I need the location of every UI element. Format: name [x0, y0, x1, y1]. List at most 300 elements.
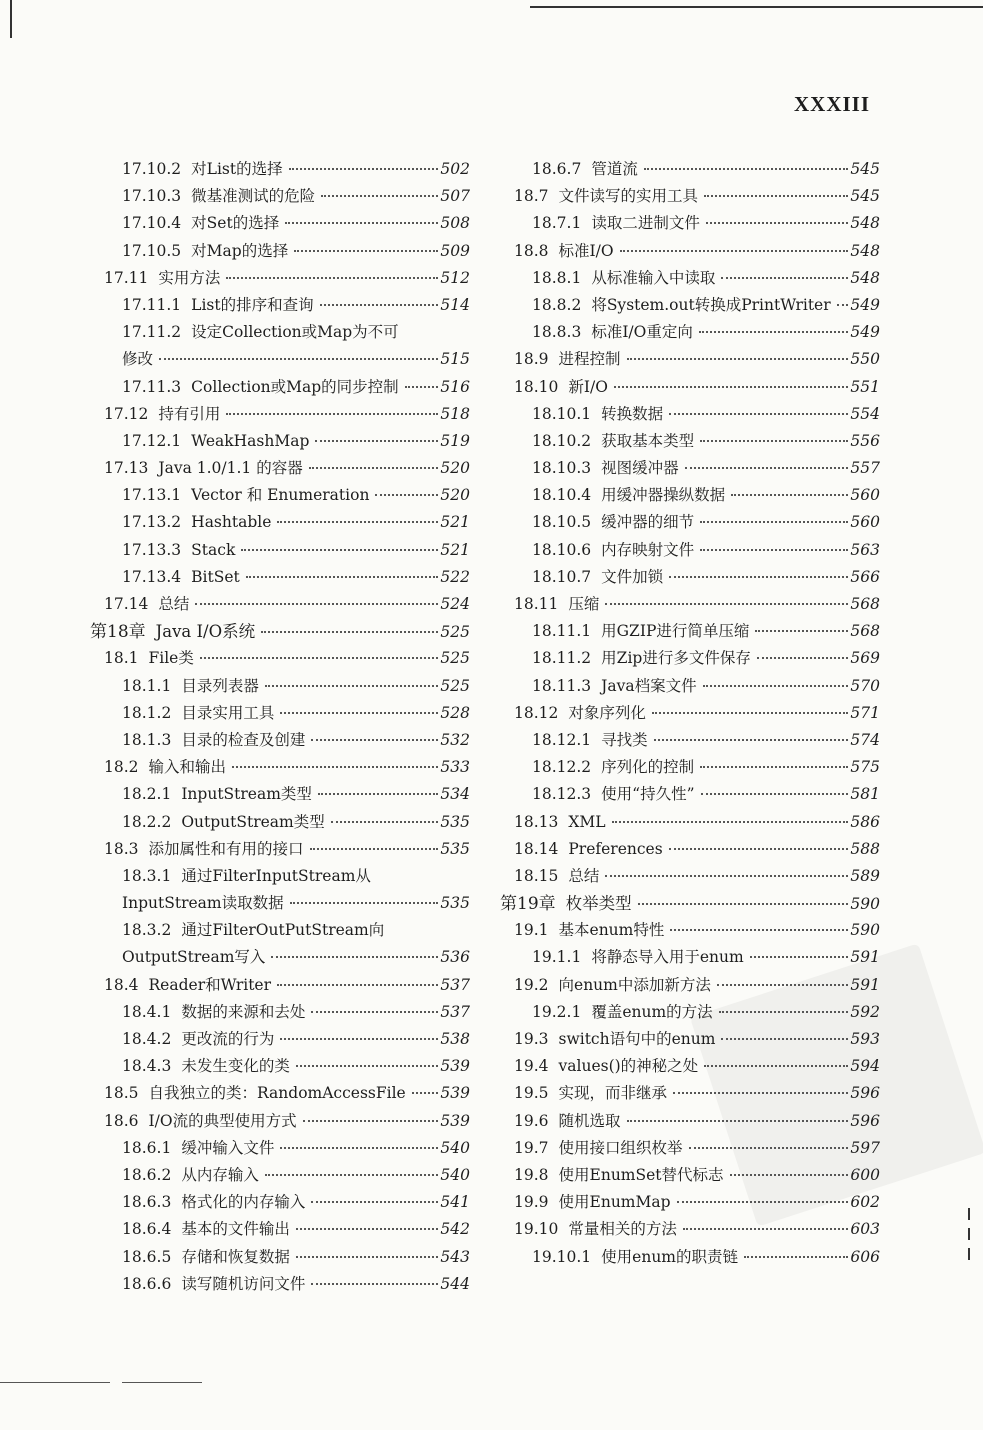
toc-entry-number: 第19章 — [500, 894, 556, 915]
toc-entry-number: 17.10.2 — [122, 160, 182, 178]
toc-entry — [90, 319, 470, 346]
toc-entry-page: 540 — [440, 1138, 470, 1157]
dot-leader — [757, 657, 849, 659]
toc-entry-title: 管道流 — [591, 160, 638, 178]
toc-entry-title: 向enum中添加新方法 — [558, 975, 711, 994]
toc-entry-title: 实现，而非继承 — [558, 1084, 668, 1103]
toc-entry — [90, 1216, 470, 1243]
toc-entry — [500, 292, 880, 319]
toc-entry-title: File类 — [148, 649, 194, 668]
toc-entry-page: 596 — [850, 1084, 880, 1103]
dot-leader — [677, 1201, 849, 1203]
toc-entry — [90, 292, 470, 319]
dot-leader — [683, 1228, 849, 1230]
toc-entry — [500, 1108, 880, 1135]
toc-entry — [90, 183, 470, 210]
toc-entry-number: 18.8.1 — [532, 268, 582, 287]
dot-leader — [200, 657, 439, 659]
toc-entry-number: 18.6.5 — [122, 1247, 172, 1266]
toc-entry-page: 542 — [440, 1220, 470, 1239]
toc-entry-number: 第18章 — [90, 622, 146, 643]
toc-entry-title: 目录的检查及创建 — [181, 730, 306, 749]
toc-entry — [500, 754, 880, 781]
dot-leader — [730, 1174, 849, 1176]
toc-entry-page: 574 — [850, 730, 880, 749]
toc-entry-page: 602 — [850, 1193, 880, 1212]
toc-entry-page: 538 — [440, 1030, 470, 1048]
toc-entry — [500, 781, 880, 808]
toc-entry-page: 548 — [850, 214, 880, 233]
toc-entry-page: 581 — [850, 785, 880, 804]
toc-entry — [90, 1108, 470, 1135]
dot-leader — [700, 766, 848, 768]
dot-leader — [318, 793, 438, 795]
dot-leader — [311, 1201, 438, 1203]
dot-leader — [837, 304, 849, 306]
toc-entry-page: 535 — [440, 812, 470, 831]
toc-entry-number: 18.6 — [104, 1111, 139, 1130]
toc-entry-number: 18.6.7 — [532, 160, 582, 178]
toc-entry-title: OutputStream类型 — [181, 812, 325, 831]
toc-entry-page: 557 — [850, 459, 880, 478]
toc-entry-page: 540 — [440, 1165, 470, 1184]
toc-entry — [500, 455, 880, 482]
dot-leader — [719, 1011, 849, 1013]
toc-entry-title: Stack — [191, 540, 236, 559]
toc-entry-number: 19.10.1 — [532, 1247, 592, 1266]
toc-entry-title: 从标准输入中读取 — [591, 268, 716, 287]
toc-entry-title: 进程控制 — [558, 350, 621, 369]
dot-leader — [405, 386, 439, 388]
toc-entry-number: 17.11.1 — [122, 295, 182, 314]
toc-entry — [500, 265, 880, 292]
toc-entry-number: 17.10.5 — [122, 241, 182, 260]
toc-entry-number: 18.2.1 — [122, 785, 172, 804]
toc-entry-page: 525 — [440, 623, 470, 642]
dot-leader — [652, 712, 849, 714]
toc-entry-title: 总结 — [158, 595, 190, 613]
toc-entry — [500, 1053, 880, 1080]
toc-entry-number: 19.1 — [514, 921, 549, 940]
toc-right-column — [500, 156, 880, 1271]
dot-leader — [704, 1065, 848, 1067]
dot-leader — [703, 685, 849, 687]
toc-entry-page: 549 — [850, 295, 880, 314]
toc-entry — [500, 972, 880, 999]
toc-entry — [90, 645, 470, 672]
toc-entry-number: 17.12.1 — [122, 431, 182, 450]
toc-entry-page: 525 — [440, 649, 470, 668]
dot-leader — [311, 1283, 438, 1285]
toc-entry-number: 18.8.2 — [532, 295, 582, 314]
toc-entry-title: InputStream读取数据 — [122, 894, 284, 913]
toc-entry-title: 获取基本类型 — [601, 431, 695, 450]
toc-entry — [90, 754, 470, 781]
scan-edge-line — [10, 0, 12, 38]
toc-entry-title: 用Zip进行多文件保存 — [601, 649, 751, 668]
toc-entry-number: 18.12.1 — [532, 730, 592, 749]
toc-entry-title: 数据的来源和去处 — [181, 1002, 306, 1021]
toc-left-column — [90, 156, 470, 1298]
toc-entry-title: 添加属性和有用的接口 — [148, 839, 304, 858]
toc-entry-number: 18.10.7 — [532, 567, 592, 586]
dot-leader — [744, 1256, 848, 1258]
toc-entry-title: XML — [568, 812, 606, 831]
scan-edge-line — [0, 1382, 110, 1383]
dot-leader — [620, 250, 849, 252]
toc-entry — [90, 1135, 470, 1162]
dot-leader — [232, 766, 438, 768]
toc-entry-title: 对List的选择 — [191, 160, 283, 178]
toc-entry-number: 18.12.2 — [532, 758, 592, 777]
toc-entry-page: 588 — [850, 839, 880, 858]
dot-leader — [654, 739, 849, 741]
toc-entry-title: 文件读写的实用工具 — [558, 187, 699, 206]
dot-leader — [271, 956, 438, 958]
toc-entry-page: 560 — [850, 513, 880, 532]
dot-leader — [755, 630, 848, 632]
dot-leader — [670, 929, 848, 931]
toc-entry-title: Java I/O系统 — [155, 622, 256, 642]
toc-entry — [90, 156, 470, 183]
toc-entry-number: 18.6.3 — [122, 1193, 172, 1212]
toc-entry — [90, 346, 470, 373]
toc-entry-number: 18.4.3 — [122, 1057, 172, 1076]
toc-entry-page: 560 — [850, 486, 880, 505]
toc-entry — [90, 836, 470, 863]
toc-entry-number: 17.13.1 — [122, 486, 182, 505]
toc-entry-title: 微基准测试的危险 — [191, 187, 316, 206]
scan-edge-line — [122, 1382, 202, 1383]
toc-entry-title: 目录实用工具 — [181, 703, 275, 722]
toc-entry-title: 设定Collection或Map为不可 — [191, 323, 399, 342]
toc-entry — [90, 809, 470, 836]
toc-entry-title: 输入和输出 — [148, 758, 227, 777]
toc-entry-title: OutputStream写入 — [122, 948, 266, 967]
toc-entry-number: 17.10.3 — [122, 187, 182, 206]
dot-leader — [669, 413, 848, 415]
toc-entry-title: 基本enum特性 — [558, 921, 665, 940]
toc-entry-page: 509 — [440, 241, 470, 260]
toc-entry-page: 590 — [850, 921, 880, 940]
toc-entry-page: 532 — [440, 730, 470, 749]
toc-entry-number: 18.6.4 — [122, 1220, 172, 1239]
toc-entry-title: 内存映射文件 — [601, 540, 695, 559]
dot-leader — [704, 195, 848, 197]
toc-entry-number: 17.11.2 — [122, 323, 182, 342]
dot-leader — [311, 739, 438, 741]
dot-leader — [265, 685, 439, 687]
toc-entry-number: 18.7 — [514, 187, 549, 206]
toc-entry-title: 未发生变化的类 — [181, 1057, 290, 1076]
toc-entry-page: 591 — [850, 948, 880, 967]
dot-leader — [159, 358, 438, 360]
toc-entry — [90, 509, 470, 536]
toc-entry-number: 17.13.4 — [122, 567, 182, 586]
toc-entry-title: 从内存输入 — [181, 1165, 259, 1184]
toc-entry — [90, 1271, 470, 1298]
dot-leader — [296, 1256, 439, 1258]
toc-entry-number: 17.11.3 — [122, 377, 182, 396]
toc-entry-title: 使用EnumSet替代标志 — [558, 1165, 724, 1184]
toc-entry-number: 18.11.2 — [532, 649, 592, 668]
toc-entry-page: 507 — [440, 187, 470, 206]
toc-entry-page: 533 — [440, 758, 470, 777]
dot-leader — [277, 984, 438, 986]
toc-entry-page: 545 — [850, 187, 880, 206]
toc-entry-page: 571 — [850, 703, 880, 722]
toc-entry-page: 600 — [850, 1165, 880, 1184]
toc-entry — [90, 917, 470, 944]
dot-leader — [294, 250, 438, 252]
toc-entry-title: 目录列表器 — [181, 676, 259, 695]
toc-entry-title: 缓冲输入文件 — [181, 1138, 275, 1157]
toc-entry-page: 516 — [440, 377, 470, 396]
dot-leader — [315, 440, 438, 442]
toc-entry-page: 568 — [850, 622, 880, 641]
toc-entry-title: 存储和恢复数据 — [181, 1247, 290, 1266]
toc-entry-page: 502 — [440, 160, 470, 178]
toc-entry-number: 18.9 — [514, 350, 549, 369]
toc-entry-number: 18.4.2 — [122, 1030, 172, 1048]
toc-entry-number: 18.4.1 — [122, 1002, 172, 1021]
toc-entry — [90, 401, 470, 428]
toc-entry — [500, 836, 880, 863]
toc-entry-page: 522 — [440, 567, 470, 586]
dot-leader — [689, 1147, 849, 1149]
toc-entry-page: 590 — [850, 895, 880, 914]
toc-entry — [500, 319, 880, 346]
toc-entry-number: 18.12 — [514, 703, 559, 722]
toc-entry-title: Hashtable — [191, 513, 272, 532]
toc-entry-page: 586 — [850, 812, 880, 831]
toc-entry-title: switch语句中的enum — [558, 1030, 716, 1048]
toc-entry-title: 压缩 — [568, 595, 600, 613]
toc-entry — [500, 183, 880, 210]
dot-leader — [614, 386, 848, 388]
dot-leader — [296, 1228, 439, 1230]
toc-entry-page: 534 — [440, 785, 470, 804]
dot-leader — [605, 875, 848, 877]
scan-edge-line — [530, 6, 983, 8]
dot-leader — [700, 549, 848, 551]
toc-entry-page: 539 — [440, 1084, 470, 1103]
dot-leader — [280, 1038, 438, 1040]
toc-entry — [500, 863, 880, 890]
toc-entry-page: 551 — [850, 377, 880, 396]
toc-entry-title: Preferences — [568, 839, 663, 858]
toc-entry-title: 读取二进制文件 — [591, 214, 700, 233]
toc-entry-page: 536 — [440, 948, 470, 967]
toc-entry-page: 554 — [850, 404, 880, 423]
toc-entry-title: 序列化的控制 — [601, 758, 695, 777]
toc-entry-title: 对Map的选择 — [191, 241, 289, 260]
toc-entry-page: 594 — [850, 1057, 880, 1076]
toc-entry-number: 18.11.1 — [532, 622, 592, 641]
toc-entry-number: 19.1.1 — [532, 948, 582, 967]
toc-entry-title: 对象序列化 — [568, 703, 646, 722]
toc-entry-title: 随机选取 — [558, 1111, 621, 1130]
dot-leader — [290, 902, 439, 904]
toc-entry — [90, 428, 470, 455]
toc-entry-page: 569 — [850, 649, 880, 668]
toc-entry-number: 17.10.4 — [122, 214, 182, 233]
toc-entry-page: 570 — [850, 676, 880, 695]
toc-entry-title: 标准I/O — [558, 241, 614, 260]
toc-entry — [500, 346, 880, 373]
toc-entry-number: 19.9 — [514, 1193, 549, 1212]
dot-leader — [717, 984, 849, 986]
toc-entry-page: 541 — [440, 1193, 470, 1212]
toc-entry-page: 575 — [850, 758, 880, 777]
toc-entry-title: 寻找类 — [601, 730, 648, 749]
toc-entry — [90, 1026, 470, 1053]
toc-entry — [500, 401, 880, 428]
toc-entry-title: BitSet — [191, 567, 240, 586]
toc-entry-page: 521 — [440, 540, 470, 559]
toc-entry-number: 18.10.2 — [532, 431, 592, 450]
toc-entry — [90, 374, 470, 401]
toc-entry-number: 19.7 — [514, 1138, 549, 1157]
toc-entry-number: 19.2 — [514, 975, 549, 994]
scan-edge-marks — [968, 1208, 974, 1278]
toc-entry — [90, 944, 470, 971]
toc-entry — [90, 1244, 470, 1271]
toc-entry — [90, 863, 470, 890]
toc-entry-title: 自我独立的类：RandomAccessFile — [148, 1084, 406, 1103]
toc-entry-number: 19.4 — [514, 1057, 549, 1076]
toc-entry — [500, 1216, 880, 1243]
toc-entry — [500, 1162, 880, 1189]
toc-entry-number: 18.10.6 — [532, 540, 592, 559]
dot-leader — [280, 1147, 438, 1149]
toc-entry-page: 539 — [440, 1111, 470, 1130]
toc-entry-title: 将System.out转换成PrintWriter — [591, 295, 831, 314]
toc-entry-title: 新I/O — [568, 377, 608, 396]
toc-entry-title: 读写随机访问文件 — [181, 1274, 306, 1293]
toc-entry-title: 缓冲器的细节 — [601, 513, 695, 532]
toc-entry — [500, 591, 880, 618]
toc-entry-title: 通过FilterOutPutStream向 — [181, 921, 385, 940]
toc-entry-title: 文件加锁 — [601, 567, 664, 586]
toc-entry-number: 18.15 — [514, 866, 559, 885]
toc-entry-number: 17.11 — [104, 268, 149, 287]
toc-entry-number: 19.6 — [514, 1111, 549, 1130]
toc-entry — [500, 618, 880, 645]
toc-entry-number: 18.11.3 — [532, 676, 592, 695]
toc-entry-page: 597 — [850, 1138, 880, 1157]
toc-entry-number: 18.12.3 — [532, 785, 592, 804]
toc-entry-page: 520 — [440, 486, 470, 505]
toc-entry-page: 520 — [440, 459, 470, 478]
toc-entry-title: 用缓冲器操纵数据 — [601, 486, 726, 505]
toc-entry-page: 566 — [850, 567, 880, 586]
toc-entry-page: 544 — [440, 1274, 470, 1293]
toc-entry-title: Java 1.0/1.1 的容器 — [158, 459, 303, 478]
toc-entry — [500, 428, 880, 455]
dot-leader — [246, 576, 439, 578]
toc-entry — [90, 1189, 470, 1216]
dot-leader — [226, 413, 438, 415]
toc-entry-title: 使用EnumMap — [558, 1193, 671, 1212]
dot-leader — [700, 440, 848, 442]
toc-entry-page: 528 — [440, 703, 470, 722]
toc-entry-number: 18.1.2 — [122, 703, 172, 722]
toc-entry-title: 持有引用 — [158, 404, 221, 423]
toc-entry-number: 18.6.1 — [122, 1138, 172, 1157]
toc-entry-number: 18.1.3 — [122, 730, 172, 749]
toc-entry — [90, 727, 470, 754]
toc-entry — [500, 809, 880, 836]
toc-entry-page: 606 — [850, 1247, 880, 1266]
toc-entry-title: 对Set的选择 — [191, 214, 280, 233]
toc-entry — [500, 1244, 880, 1271]
toc-entry-title: 视图缓冲器 — [601, 459, 679, 478]
toc-entry — [500, 156, 880, 183]
toc-chapter-entry — [90, 618, 470, 645]
toc-entry-title: 枚举类型 — [565, 894, 632, 914]
toc-entry-number: 18.4 — [104, 975, 139, 994]
toc-entry-page: 589 — [850, 866, 880, 885]
toc-entry-number: 18.3.2 — [122, 921, 172, 940]
toc-entry — [90, 890, 470, 917]
toc-entry — [90, 591, 470, 618]
toc-entry — [90, 1053, 470, 1080]
toc-entry-number: 17.13.3 — [122, 540, 182, 559]
toc-entry-title: 标准I/O重定向 — [591, 323, 693, 342]
toc-entry-title: 转换数据 — [601, 404, 664, 423]
toc-entry-number: 18.6.2 — [122, 1165, 172, 1184]
dot-leader — [638, 903, 849, 905]
toc-entry-title: Reader和Writer — [148, 975, 272, 994]
dot-leader — [226, 277, 438, 279]
toc-entry-page: 535 — [440, 839, 470, 858]
dot-leader — [700, 521, 848, 523]
toc-entry-number: 18.8.3 — [532, 323, 582, 342]
toc-entry-title: 使用“持久性” — [601, 785, 695, 804]
toc-entry-page: 515 — [440, 350, 470, 369]
dot-leader — [195, 603, 438, 605]
toc-entry-title: values()的神秘之处 — [558, 1057, 699, 1076]
toc-entry-number: 18.10.5 — [532, 513, 592, 532]
toc-entry — [90, 700, 470, 727]
dot-leader — [669, 848, 849, 850]
toc-entry-page: 548 — [850, 268, 880, 287]
toc-entry-title: 常量相关的方法 — [568, 1220, 677, 1239]
toc-entry — [500, 509, 880, 536]
dot-leader — [303, 1120, 439, 1122]
toc-entry-number: 18.3 — [104, 839, 139, 858]
toc-entry — [90, 1162, 470, 1189]
toc-entry-page: 518 — [440, 404, 470, 423]
dot-leader — [289, 168, 439, 170]
toc-entry-page: 519 — [440, 431, 470, 450]
toc-entry-page: 508 — [440, 214, 470, 233]
toc-entry-title: 更改流的行为 — [181, 1030, 275, 1048]
toc-entry-number: 18.3.1 — [122, 866, 172, 885]
dot-leader — [706, 222, 849, 224]
toc-entry-number: 18.1.1 — [122, 676, 172, 695]
toc-entry — [500, 944, 880, 971]
toc-entry-number: 18.10.3 — [532, 459, 592, 478]
toc-entry — [500, 564, 880, 591]
toc-entry-number: 18.10 — [514, 377, 559, 396]
toc-entry-title: Java档案文件 — [601, 676, 697, 695]
toc-entry — [500, 238, 880, 265]
toc-entry-number: 18.2 — [104, 758, 139, 777]
toc-entry-page: 514 — [440, 295, 470, 314]
toc-entry-page: 537 — [440, 975, 470, 994]
